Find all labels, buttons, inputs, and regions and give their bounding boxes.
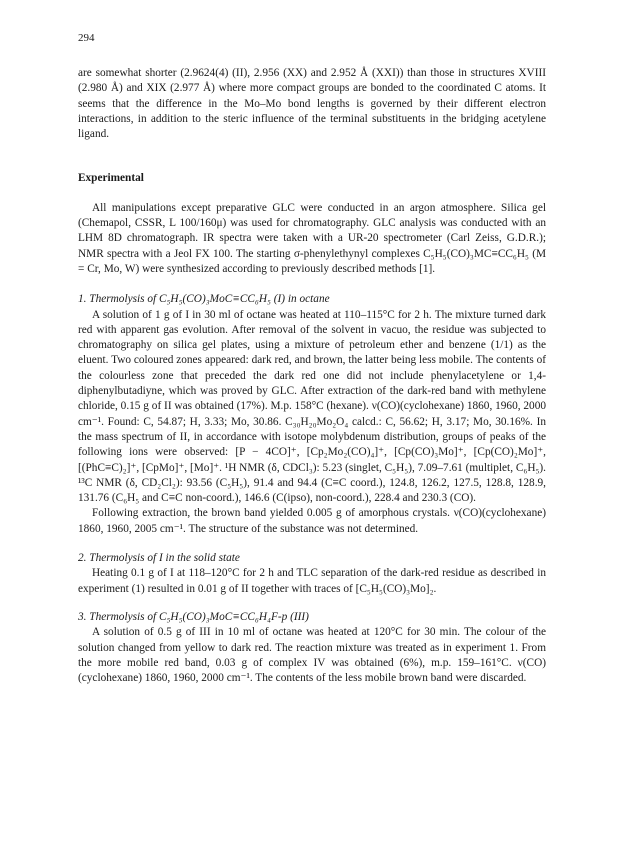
intro-paragraph: are somewhat shorter (2.9624(4) (II), 2.956 (XX) and 2.952 Å (XXI)) than those in structures XVIII (2.980 Å) and XIX (2.977 Å) where more compact groups are bonded to the coordinated C atoms. It seems that the difference in the Mo–Mo bond lengths is governed by their different electron interactions, in addition to the steric influence of the terminal substituents in the bridging acetylene ligand. bbox=[78, 67, 546, 141]
general-methods-paragraph: All manipulations except preparative GLC were conducted in an argon atmosphere. Silica gel (Chemapol, CSSR, L 100/160μ) was used for chromatography. GLC analysis was conducted with an LHM 8D chromatograph. IR spectra were taken with a UR-20 spectrometer (Carl Zeiss, G.D.R.); NMR spectra with a Jeol FX 100. The starting σ-phenylethynyl complexes C₅H₅(CO)₃MC≡CC₆H₅ (M = Cr, Mo, W) were synthesized according to previously described methods [1]. bbox=[78, 201, 546, 275]
section-3-body: A solution of 0.5 g of III in 10 ml of octane was heated at 120°C for 30 min. The colour of the solution changed from yellow to dark red. The reaction mixture was treated as in experiment 1. From the more mobile red band, 0.03 g of complex IV was obtained (6%), m.p. 159–161°C. ν(CO)(cyclohexane) 1860, 1960, 2000 cm⁻¹. The contents of the less mobile brown band were discarded. bbox=[78, 626, 546, 685]
section-1-body: A solution of 1 g of I in 30 ml of octane was heated at 110–115°C for 2 h. The mixture turned dark red with apparent gas evolution. After removal of the solvent in vacuo, the residue was subjected to chromatography on silica gel plates, using a mixture of petroleum ether and benzene (1/1) as the eluent. Two coloured zones appeared: dark red, and brown, the latter being less mobile. The contents of the colourless zone that preceded the dark red one did not include phenylacetylene or 1,4-diphenylbutadiyne, which was proved by GLC. After extraction of the dark-red band with methylene chloride, 0.15 g of II was obtained (17%). M.p. 158°C (hexane). ν(CO)(cyclohexane) 1860, 1960, 2000 cm⁻¹. Found: C, 54.87; H, 3.33; Mo, 30.86. C₃₀H₂₀Mo₂O₄ calcd.: C, 56.62; H, 3.17; Mo, 30.16%. In the mass spectrum of II, in accordance with isotope molybdenum distribution, groups of peaks of the following ions were observed: [P − 4CO]⁺, [Cp₂Mo₂(CO)₄]⁺, [Cp(CO)₃Mo]⁺, [Cp(CO)₂Mo]⁺, [(PhC≡C)₂]⁺, [CpMo]⁺, [Mo]⁺. ¹H NMR (δ, CDCl₃): 5.23 (singlet, C₅H₅), 7.09–7.61 (multiplet, C₆H₅). ¹³C NMR (δ, CD₂Cl₂): 93.56 (C₅H₅), 91.4 and 94.4 (C≡C coord.), 124.8, 126.2, 127.5, 128.8, 128.9, 131.76 (C₆H₅ and C≡C non-coord.), 146.6 (C(ipso), non-coord.), 228.4 and 230.3 (CO). bbox=[78, 308, 546, 505]
section-1-title: 1. Thermolysis of C₅H₅(CO)₃MoC≡CC₆H₅ (I) in octane bbox=[78, 293, 330, 306]
section-2-title: 2. Thermolysis of I in the solid state bbox=[78, 552, 240, 565]
experimental-heading: Experimental bbox=[78, 172, 144, 185]
page-body bbox=[78, 66, 546, 686]
section-1-followup: Following extraction, the brown band yielded 0.005 g of amorphous crystals. ν(CO)(cyclohexane) 1860, 1960, 2005 cm⁻¹. The structure of the substance was not determined. bbox=[78, 507, 546, 535]
section-2-body: Heating 0.1 g of I at 118–120°C for 2 h and TLC separation of the dark-red residue as described in experiment (1) resulted in 0.01 g of II together with traces of [C₅H₅(CO)₃Mo]₂. bbox=[78, 567, 546, 595]
page-number: 294 bbox=[78, 32, 95, 44]
section-3-title: 3. Thermolysis of C₅H₅(CO)₃MoC≡CC₆H₄F-p (III) bbox=[78, 610, 309, 623]
